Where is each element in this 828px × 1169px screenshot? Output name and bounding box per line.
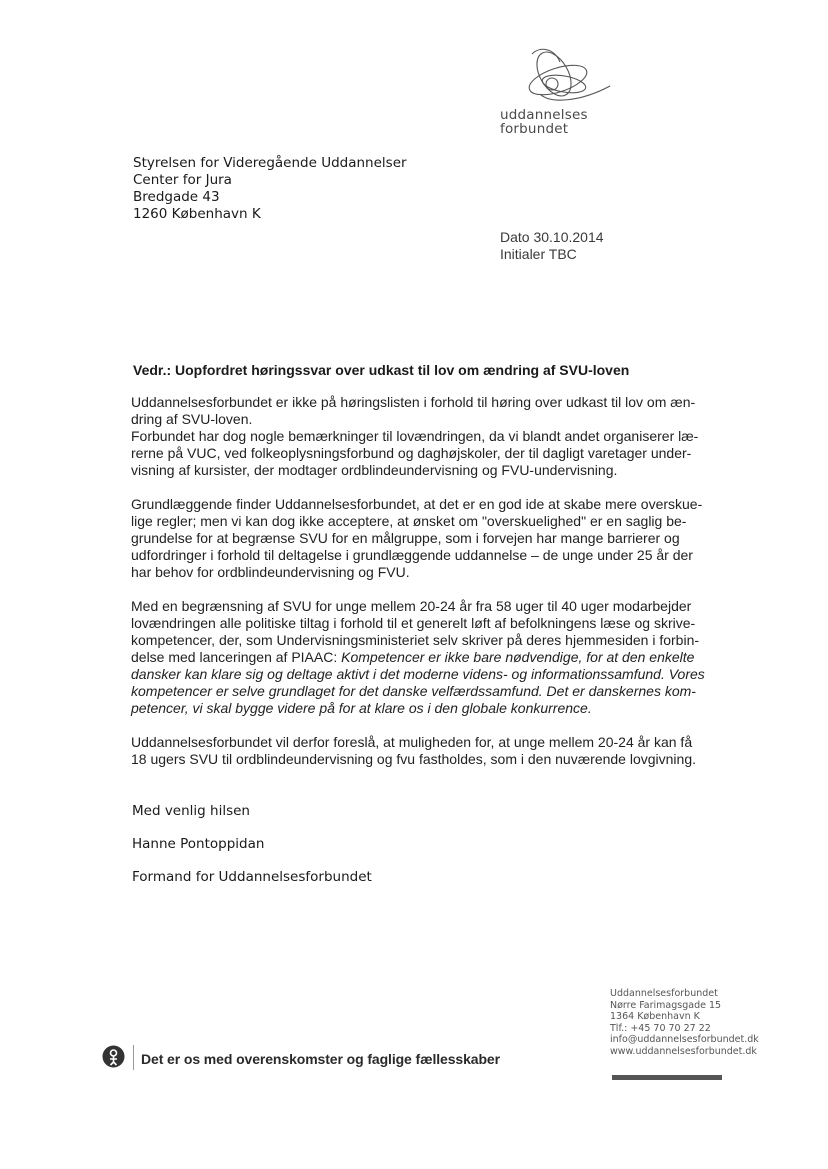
recipient-line: Bredgade 43 bbox=[133, 189, 220, 205]
quote-line bbox=[131, 700, 731, 717]
slogan-divider bbox=[133, 1045, 134, 1070]
swirl-logo-icon bbox=[520, 44, 616, 106]
paragraph bbox=[131, 734, 731, 768]
slogan: Det er os med overenskomster og faglige fællesskaber bbox=[141, 1051, 500, 1067]
footer-email: info@uddannelsesforbundet.dk bbox=[610, 1034, 759, 1045]
quote-line bbox=[131, 666, 731, 683]
text-line: visning af kursister, der modtager ordblindeundervisning og FVU-undervisning. bbox=[131, 462, 618, 478]
text-line: Uddannelsesforbundet vil derfor foreslå, at muligheden for, at unge mellem 20-24 år kan få bbox=[131, 734, 693, 750]
subject-line: Vedr.: Uopfordret høringssvar over udkast til lov om ændring af SVU-loven bbox=[133, 362, 630, 378]
logo-text-line2: forbundet bbox=[500, 121, 569, 137]
text-line: har behov for ordblindeundervisning og FVU. bbox=[131, 564, 410, 580]
date: Dato 30.10.2014 bbox=[500, 229, 604, 245]
recipient-line: Center for Jura bbox=[133, 172, 232, 188]
quote-segment: kompetencer er selve grundlaget for det danske velfærdssamfund. Det er danskernes kom- bbox=[131, 683, 696, 699]
text-segment: delse med lanceringen af PIAAC: bbox=[131, 649, 342, 665]
text-line: udfordringer i forhold til deltagelse i grundlæggende uddannelse – de unge under 25 år der bbox=[131, 547, 693, 563]
text-line: dring af SVU-loven. bbox=[131, 411, 253, 427]
signer-name: Hanne Pontoppidan bbox=[132, 836, 265, 852]
text-line: rerne på VUC, ved folkeoplysningsforbund og daghøjskoler, der til dagligt varetager under- bbox=[131, 445, 692, 461]
paragraph bbox=[131, 394, 731, 479]
signer-title: Formand for Uddannelsesforbundet bbox=[132, 869, 372, 885]
paragraph bbox=[131, 598, 731, 717]
quote-segment: Kompetencer er ikke bare nødvendige, for at den enkelte bbox=[341, 649, 695, 665]
person-circle-icon bbox=[102, 1045, 125, 1068]
text-line bbox=[131, 649, 731, 666]
recipient-line: 1260 København K bbox=[133, 206, 261, 222]
logo-text-line1: uddannelses bbox=[500, 107, 588, 123]
text-line: Uddannelsesforbundet er ikke på høringslisten i forhold til høring over udkast til lov om æn- bbox=[131, 394, 696, 410]
closing-block bbox=[132, 803, 372, 902]
greeting: Med venlig hilsen bbox=[132, 803, 250, 819]
letter-body bbox=[131, 394, 731, 785]
footer-contact bbox=[610, 988, 759, 1057]
footer-org: Uddannelsesforbundet bbox=[610, 988, 718, 999]
recipient-address bbox=[133, 155, 407, 223]
quote-segment: petencer, vi skal bygge videre på for at klare os i den globale konkurrence. bbox=[131, 700, 592, 716]
paragraph bbox=[131, 496, 731, 581]
initials: Initialer TBC bbox=[500, 246, 577, 262]
text-line: lige regler; men vi kan dog ikke acceptere, at ønsket om "overskuelighed" er en saglig be- bbox=[131, 513, 687, 529]
recipient-line: Styrelsen for Videregående Uddannelser bbox=[133, 155, 407, 171]
footer-phone: Tlf.: +45 70 70 27 22 bbox=[610, 1022, 711, 1034]
footer-bar bbox=[612, 1075, 722, 1080]
footer-street: Nørre Farimagsgade 15 bbox=[610, 999, 722, 1011]
logo bbox=[500, 44, 628, 144]
text-line: 18 ugers SVU til ordblindeundervisning og fvu fastholdes, som i den nuværende lovgivning. bbox=[131, 751, 697, 767]
text-line: grundelse for at begrænse SVU for en målgruppe, som i forvejen har mange barrierer og bbox=[131, 530, 680, 546]
text-line: Med en begrænsning af SVU for unge mellem 20-24 år fra 58 uger til 40 uger modarbejder bbox=[131, 598, 692, 614]
footer-city: 1364 København K bbox=[610, 1011, 700, 1022]
text-line: lovændringen alle politiske tiltag i forhold til et generelt løft af befolkningens læse og skrive- bbox=[131, 615, 696, 631]
quote-segment: dansker kan klare sig og deltage aktivt i det moderne videns- og informationssamfund. Vores bbox=[131, 666, 705, 682]
letter-meta bbox=[500, 229, 604, 263]
text-line: Grundlæggende finder Uddannelsesforbundet, at det er en god ide at skabe mere overskue- bbox=[131, 496, 703, 512]
text-line: Forbundet har dog nogle bemærkninger til lovændringen, da vi blandt andet organiserer læ- bbox=[131, 428, 699, 444]
quote-line bbox=[131, 683, 731, 700]
footer-web: www.uddannelsesforbundet.dk bbox=[610, 1045, 757, 1057]
text-line: kompetencer, der, som Undervisningsministeriet selv skriver på deres hjemmesiden i forbin- bbox=[131, 632, 700, 648]
